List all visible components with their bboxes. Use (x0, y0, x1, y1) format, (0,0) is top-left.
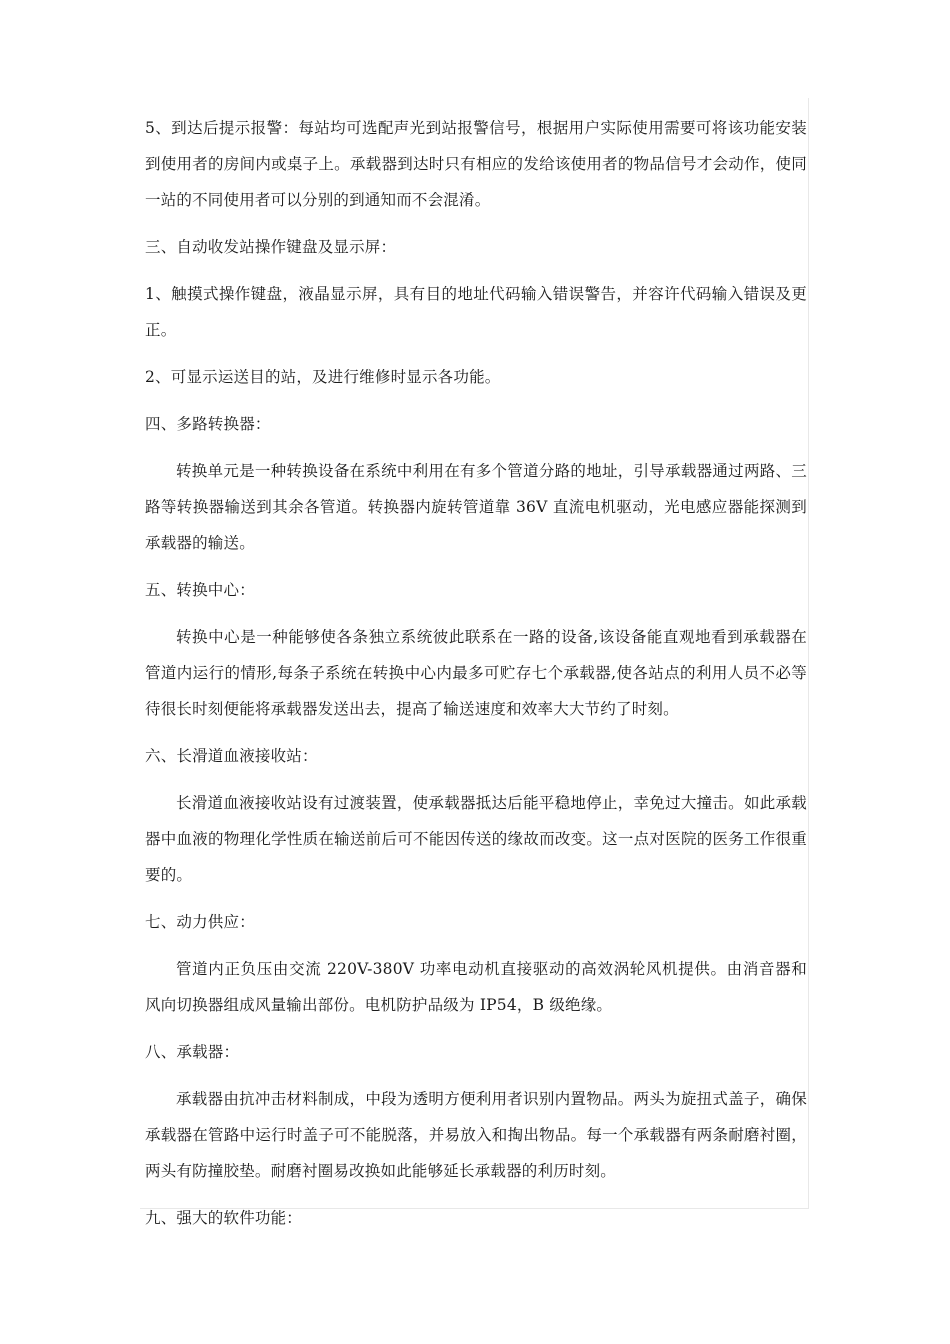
heading-section-5: 五、转换中心： (145, 581, 255, 599)
heading-section-8: 八、承载器： (145, 1043, 240, 1061)
heading-section-3: 三、自动收发站操作键盘及显示屏： (145, 238, 397, 256)
heading-section-4: 四、多路转换器： (145, 415, 271, 433)
paragraph-blood-station: 长滑道血液接收站设有过渡装置，使承载器抵达后能平稳地停止，幸免过大撞击。如此承载器中血液的物理化学性质在输送前后可不能因传送的缘故而改变。这一点对医院的医务工作很重要的。 (145, 794, 807, 884)
paragraph-power-supply: 管道内正负压由交流 220V-380V 功率电动机直接驱动的高效涡轮风机提供。由消音器和风向切换器组成风量输出部份。电机防护品级为 IP54，B 级绝缘。 (145, 960, 807, 1014)
heading-section-9: 九、强大的软件功能： (145, 1209, 303, 1227)
document-body (145, 110, 807, 1247)
paragraph-keyboard-item-2: 2、可显示运送目的站，及进行维修时显示各功能。 (145, 368, 501, 386)
paragraph-carrier: 承载器由抗冲击材料制成，中段为透明方便利用者识别内置物品。两头为旋扭式盖子，确保承载器在管路中运行时盖子可不能脱落，并易放入和掏出物品。每一个承载器有两条耐磨衬圈，两头有防撞胶垫。耐磨衬圈易改换如此能够延长承载器的利历时刻。 (145, 1090, 807, 1180)
paragraph-transfer-center: 转换中心是一种能够使各条独立系统彼此联系在一路的设备,该设备能直观地看到承载器在管道内运行的情形,每条子系统在转换中心内最多可贮存七个承载器,使各站点的利用人员不必等待很长时刻便能将承载器发送出去，提高了输送速度和效率大大节约了时刻。 (145, 628, 807, 718)
heading-section-6: 六、长滑道血液接收站： (145, 747, 318, 765)
paragraph-diverter: 转换单元是一种转换设备在系统中利用在有多个管道分路的地址，引导承载器通过两路、三路等转换器输送到其余各管道。转换器内旋转管道靠 36V 直流电机驱动，光电感应器能探测到承载器的输送。 (145, 462, 807, 552)
heading-section-7: 七、动力供应： (145, 913, 255, 931)
paragraph-arrival-alarm: 5、到达后提示报警：每站均可选配声光到站报警信号，根据用户实际使用需要可将该功能安装到使用者的房间内或桌子上。承载器到达时只有相应的发给该使用者的物品信号才会动作，使同一站的不同使用者可以分别的到通知而不会混淆。 (145, 119, 807, 209)
paragraph-keyboard-item-1: 1、触摸式操作键盘，液晶显示屏，具有目的地址代码输入错误警告，并容许代码输入错误及更正。 (145, 285, 807, 339)
